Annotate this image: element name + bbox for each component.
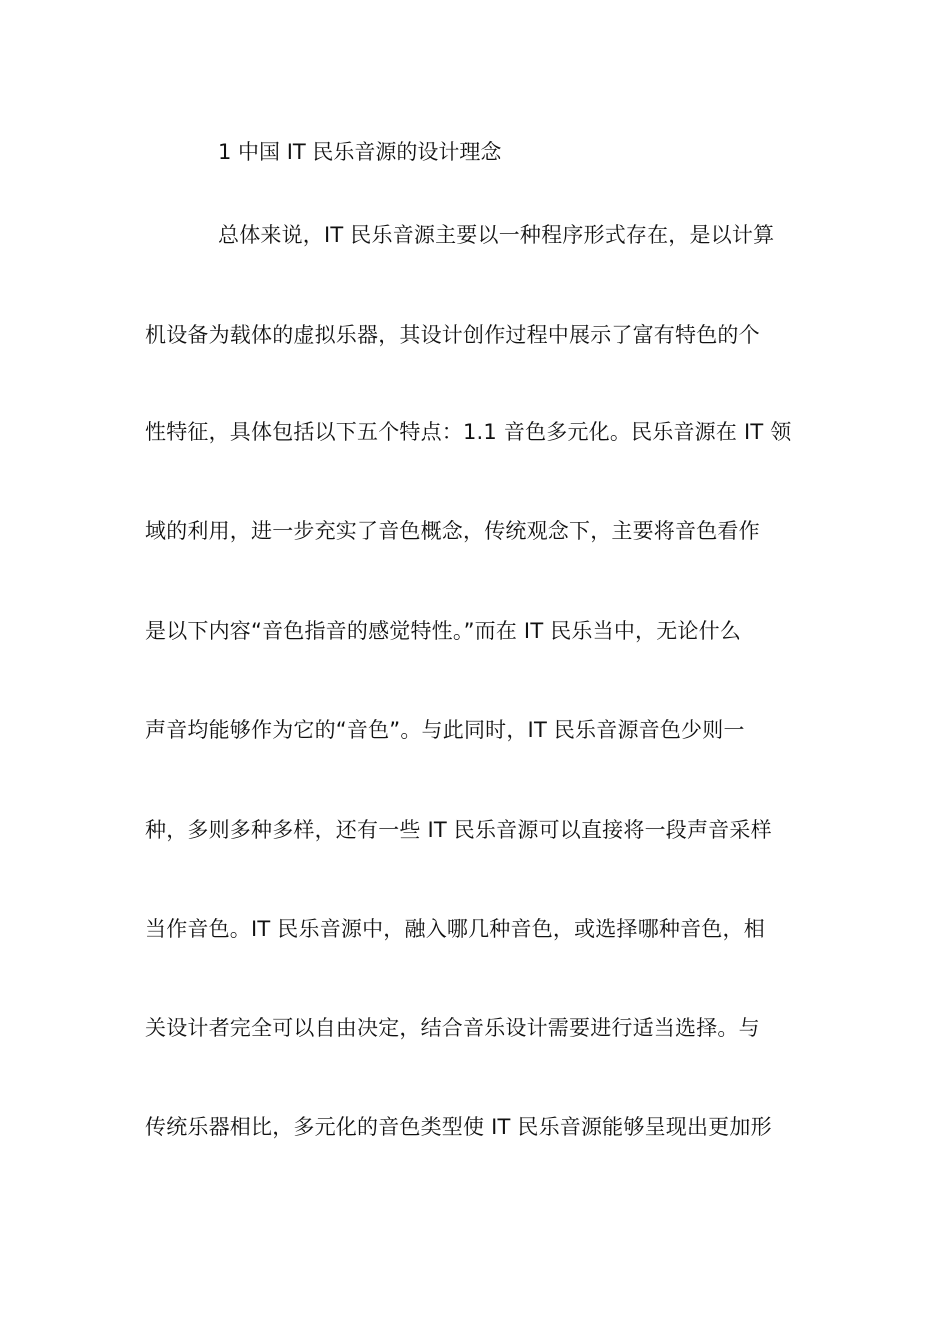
section-heading: 1 中国 IT 民乐音源的设计理念 [218, 140, 502, 164]
paragraph-line-4: 域的利用，进一步充实了音色概念，传统观念下，主要将音色看作 [145, 519, 760, 543]
paragraph-line-2: 机设备为载体的虚拟乐器，其设计创作过程中展示了富有特色的个 [145, 323, 760, 347]
paragraph-line-9: 关设计者完全可以自由决定，结合音乐设计需要进行适当选择。与 [145, 1016, 760, 1040]
paragraph-line-7: 种，多则多种多样，还有一些 IT 民乐音源可以直接将一段声音采样 [145, 818, 772, 842]
paragraph-line-5: 是以下内容“音色指音的感觉特性。”而在 IT 民乐当中，无论什么 [145, 619, 742, 643]
paragraph-line-3: 性特征，具体包括以下五个特点：1.1 音色多元化。民乐音源在 IT 领 [145, 420, 792, 444]
paragraph-line-8: 当作音色。IT 民乐音源中，融入哪几种音色，或选择哪种音色，相 [145, 917, 765, 941]
paragraph-line-6: 声音均能够作为它的“音色”。与此同时，IT 民乐音源音色少则一 [145, 718, 745, 742]
paragraph-line-1: 总体来说，IT 民乐音源主要以一种程序形式存在，是以计算 [218, 223, 775, 247]
paragraph-line-10: 传统乐器相比，多元化的音色类型使 IT 民乐音源能够呈现出更加形 [145, 1115, 772, 1139]
